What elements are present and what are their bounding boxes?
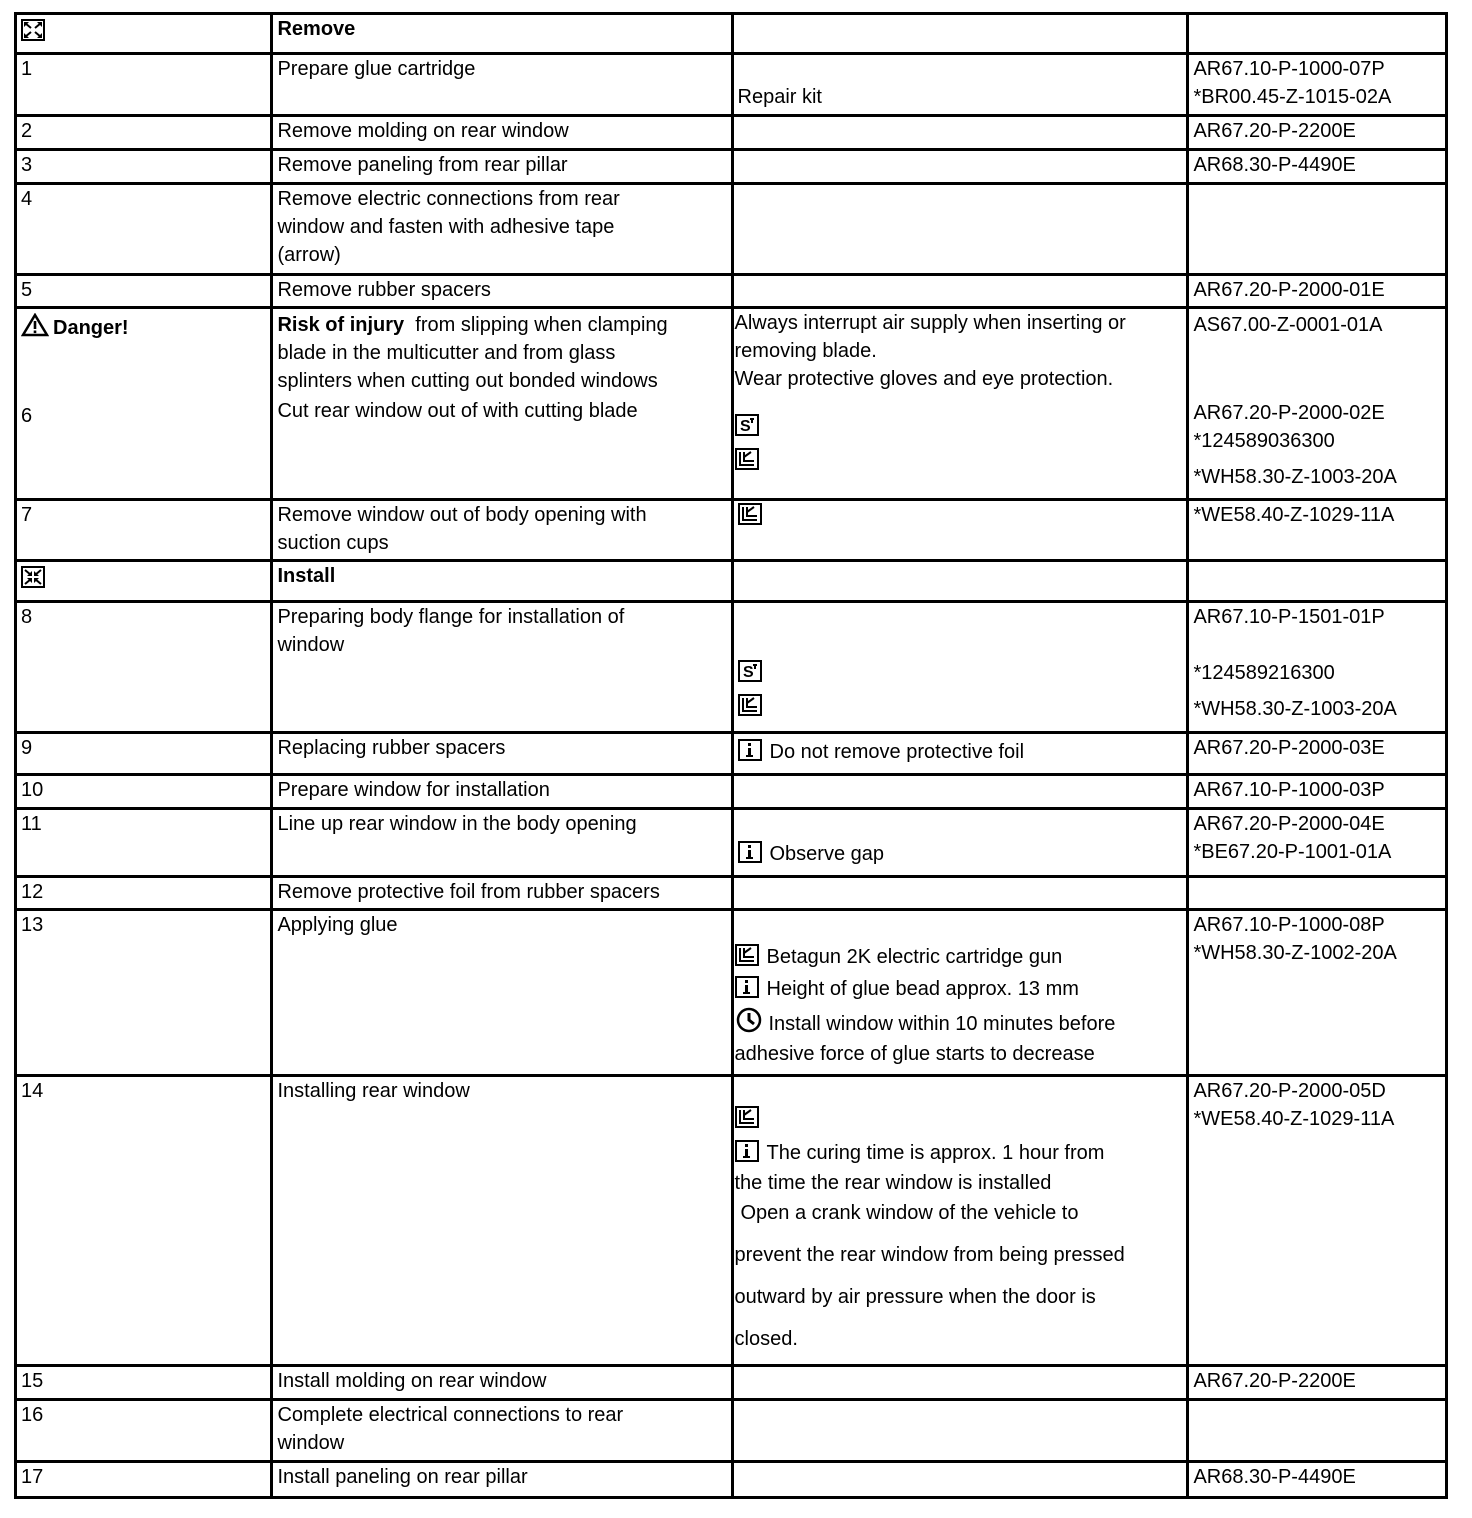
step-number: 15	[16, 1366, 272, 1400]
step-number: 1	[16, 54, 272, 116]
step-text: Remove paneling from rear pillar	[272, 150, 732, 184]
reference-link[interactable]: AR67.10-P-1000-03P	[1188, 775, 1447, 809]
step-number: 9	[16, 733, 272, 775]
table-row-danger	[16, 308, 1447, 500]
step-text: Remove rubber spacers	[272, 275, 732, 308]
section-heading-install: Install	[272, 561, 732, 602]
table-row	[16, 1076, 1447, 1366]
reference-link[interactable]: *124589036300	[1193, 430, 1335, 452]
info-icon	[735, 1140, 759, 1162]
step-text: Installing rear window	[272, 1076, 732, 1366]
step-number: 2	[16, 116, 272, 150]
workshop-equipment-icon	[738, 503, 762, 525]
safety-note: Wear protective gloves and eye protection.	[734, 368, 1114, 390]
table-row	[16, 150, 1447, 184]
svg-text:S: S	[742, 664, 754, 680]
reference-link[interactable]: AR67.10-P-1000-07P	[1193, 58, 1385, 80]
step-note: Height of glue bead approx. 13 mm	[766, 978, 1079, 1000]
danger-text: Danger!	[53, 317, 129, 339]
step-note: the time the rear window is installed	[734, 1172, 1052, 1194]
table-row	[16, 775, 1447, 809]
step-number: 6	[21, 405, 33, 427]
step-note: prevent the rear window from being pressed	[734, 1244, 1125, 1266]
table-row	[16, 1462, 1447, 1498]
step-text: Remove electric connections from rear	[277, 188, 620, 210]
step-note: Repair kit	[737, 86, 822, 108]
step-text: Remove molding on rear window	[272, 116, 732, 150]
procedure-table	[14, 12, 1448, 1499]
info-icon	[738, 739, 762, 761]
step-number: 5	[16, 275, 272, 308]
step-note: adhesive force of glue starts to decrease	[734, 1043, 1095, 1065]
reference-link[interactable]: *WE58.40-Z-1029-11A	[1188, 500, 1447, 561]
step-note: Betagun 2K electric cartridge gun	[766, 946, 1063, 968]
step-text: suction cups	[277, 532, 389, 554]
table-row	[16, 877, 1447, 910]
step-number: 13	[16, 910, 272, 1076]
special-tool-icon	[738, 660, 762, 682]
step-text: Remove protective foil from rubber spacers	[272, 877, 732, 910]
reference-link[interactable]: *WH58.30-Z-1002-20A	[1193, 942, 1397, 964]
reference-link[interactable]: AR67.20-P-2000-02E	[1193, 402, 1385, 424]
step-note: outward by air pressure when the door is	[734, 1286, 1096, 1308]
workshop-equipment-icon	[738, 694, 762, 716]
table-row	[16, 602, 1447, 733]
safety-note: removing blade.	[734, 340, 877, 362]
reference-link[interactable]: *124589216300	[1193, 662, 1335, 684]
safety-note: Always interrupt air supply when inserting or	[734, 312, 1126, 334]
reference-link[interactable]: AR67.10-P-1000-08P	[1193, 914, 1385, 936]
risk-text: splinters when cutting out bonded windows	[277, 370, 658, 392]
section-row-remove	[16, 14, 1447, 54]
workshop-equipment-icon	[735, 944, 759, 966]
table-row	[16, 809, 1447, 877]
expand-arrows-icon	[21, 19, 45, 41]
step-text: Prepare window for installation	[272, 775, 732, 809]
step-text: Prepare glue cartridge	[272, 54, 732, 116]
step-number: 12	[16, 877, 272, 910]
workshop-equipment-icon	[735, 448, 759, 470]
reference-link[interactable]: *WH58.30-Z-1003-20A	[1193, 698, 1397, 720]
reference-link[interactable]: AR67.20-P-2000-01E	[1188, 275, 1447, 308]
collapse-arrows-icon	[21, 566, 45, 588]
reference-link[interactable]: *WH58.30-Z-1003-20A	[1193, 466, 1397, 488]
step-text: Complete electrical connections to rear	[277, 1404, 624, 1426]
info-icon	[735, 976, 759, 998]
info-icon	[738, 841, 762, 863]
table-row	[16, 733, 1447, 775]
step-text: (arrow)	[277, 244, 341, 266]
step-text: Install paneling on rear pillar	[272, 1462, 732, 1498]
step-number: 16	[16, 1400, 272, 1462]
step-number: 3	[16, 150, 272, 184]
step-text: Install molding on rear window	[272, 1366, 732, 1400]
timer-icon	[735, 1007, 763, 1033]
step-note: The curing time is approx. 1 hour from	[766, 1142, 1105, 1164]
step-number: 8	[16, 602, 272, 733]
risk-text: from slipping when clamping	[415, 314, 668, 336]
special-tool-icon	[735, 414, 759, 436]
risk-text: blade in the multicutter and from glass	[277, 342, 616, 364]
step-text: Line up rear window in the body opening	[272, 809, 732, 877]
reference-link[interactable]: AR67.20-P-2000-04E	[1193, 813, 1385, 835]
danger-label	[21, 313, 267, 342]
section-row-install	[16, 561, 1447, 602]
reference-link[interactable]: *BE67.20-P-1001-01A	[1193, 841, 1392, 863]
step-note: Do not remove protective foil	[769, 741, 1025, 763]
reference-link[interactable]: AR67.10-P-1501-01P	[1193, 606, 1385, 628]
reference-link[interactable]: *BR00.45-Z-1015-02A	[1193, 86, 1392, 108]
step-note: Open a crank window of the vehicle to	[740, 1202, 1079, 1224]
reference-link[interactable]: *WE58.40-Z-1029-11A	[1193, 1108, 1395, 1130]
step-note: closed.	[734, 1328, 798, 1350]
step-text: window and fasten with adhesive tape	[277, 216, 615, 238]
reference-link[interactable]: AR68.30-P-4490E	[1188, 1462, 1447, 1498]
step-text: Preparing body flange for installation of	[277, 606, 625, 628]
reference-link[interactable]: AR67.20-P-2000-03E	[1188, 733, 1447, 775]
step-number: 10	[16, 775, 272, 809]
warning-triangle-icon	[21, 313, 49, 337]
step-number: 4	[16, 184, 272, 275]
table-row	[16, 1400, 1447, 1462]
step-text: Remove window out of body opening with	[277, 504, 647, 526]
reference-link[interactable]: AR68.30-P-4490E	[1188, 150, 1447, 184]
table-row	[16, 184, 1447, 275]
step-number: 11	[16, 809, 272, 877]
section-heading-remove: Remove	[272, 14, 732, 54]
table-row	[16, 500, 1447, 561]
step-number: 17	[16, 1462, 272, 1498]
table-row	[16, 275, 1447, 308]
reference-link[interactable]: AR67.20-P-2200E	[1188, 1366, 1447, 1400]
step-text: Replacing rubber spacers	[272, 733, 732, 775]
svg-text:S: S	[739, 418, 751, 434]
table-row	[16, 116, 1447, 150]
table-row	[16, 1366, 1447, 1400]
step-text: window	[277, 634, 345, 656]
workshop-equipment-icon	[735, 1106, 759, 1128]
table-row	[16, 910, 1447, 1076]
step-note: Observe gap	[769, 843, 885, 865]
step-note: Install window within 10 minutes before	[768, 1013, 1116, 1035]
reference-link[interactable]: AR67.20-P-2000-05D	[1193, 1080, 1386, 1102]
risk-heading: Risk of injury	[277, 314, 405, 336]
reference-link[interactable]: AR67.20-P-2200E	[1188, 116, 1447, 150]
step-number: 14	[16, 1076, 272, 1366]
step-text: window	[277, 1432, 345, 1454]
reference-link[interactable]: AS67.00-Z-0001-01A	[1193, 314, 1383, 336]
step-text: Cut rear window out of with cutting blade	[277, 400, 638, 422]
step-text: Applying glue	[272, 910, 732, 1076]
table-row	[16, 54, 1447, 116]
step-number: 7	[16, 500, 272, 561]
